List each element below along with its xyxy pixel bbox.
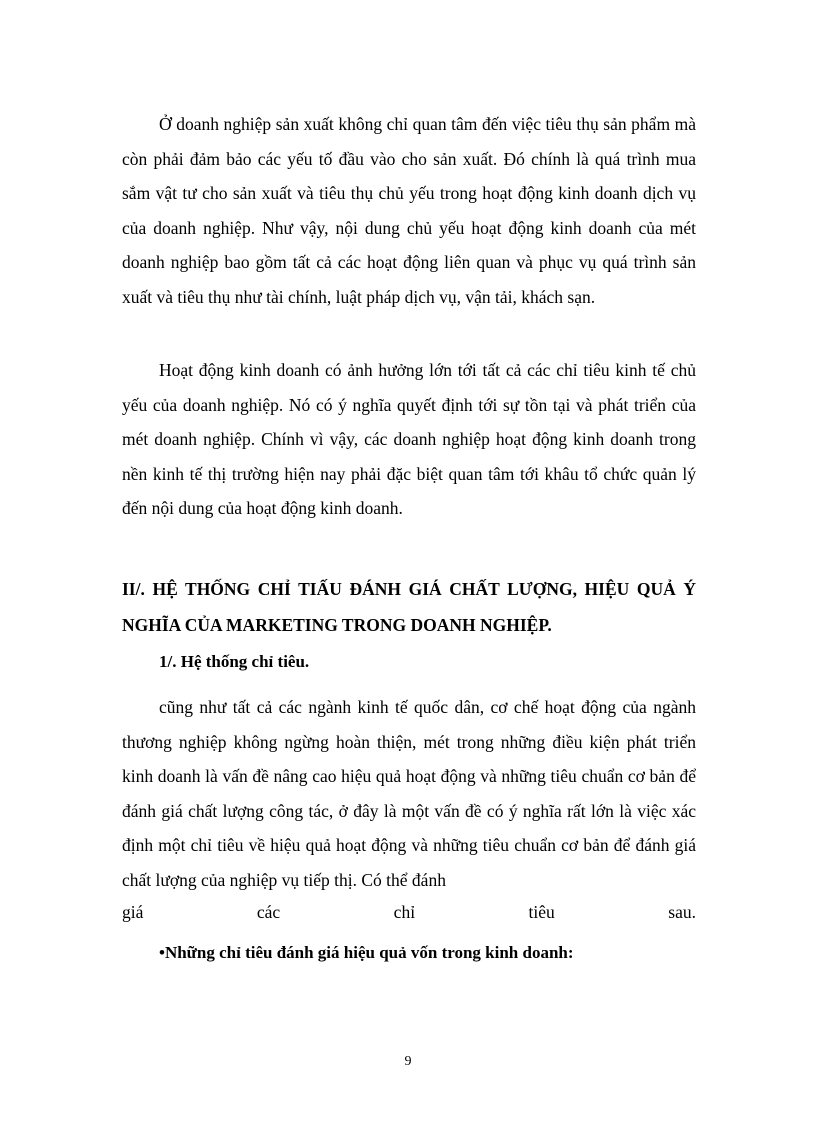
last-line-word: chỉ bbox=[393, 902, 416, 922]
last-line-word: các bbox=[256, 902, 281, 922]
bullet-capital-efficiency: •Những chỉ tiêu đánh giá hiệu quả vốn trong kinh doanh: bbox=[159, 943, 574, 962]
paragraph-last-line bbox=[122, 897, 696, 927]
page-number: 9 bbox=[404, 1054, 412, 1069]
paragraph-indicators: cũng như tất cả các ngành kinh tế quốc dân, cơ chế hoạt động của ngành thương nghiệp không ngừng hoàn thiện, mét trong những điều kiện phát triển kinh doanh là vấn đề nâng cao hiệu quả hoạt động và những tiêu chuẩn cơ bản để đánh giá chất lượng công tác, ở đây là một vấn đề có ý nghĩa rất lớn là việc xác định một chỉ tiêu về hiệu quả hoạt động và những tiêu chuẩn cơ bản để đánh giá chất lượng của nghiệp vụ tiếp thị. Có thể đánh bbox=[122, 697, 696, 890]
subheading-indicator-system: 1/. Hệ thống chỉ tiêu. bbox=[159, 652, 310, 671]
last-line-word: tiêu bbox=[528, 902, 555, 922]
paragraph-business-impact: Hoạt động kinh doanh có ảnh hưởng lớn tới tất cả các chỉ tiêu kinh tế chủ yếu của doanh nghiệp. Nó có ý nghĩa quyết định tới sự tồn tại và phát triển của mét doanh nghiệp. Chính vì vậy, các doanh nghiệp hoạt động kinh doanh trong nền kinh tế thị trường hiện nay phải đặc biệt quan tâm tới khâu tổ chức quản lý đến nội dung của hoạt động kinh doanh. bbox=[122, 360, 696, 518]
paragraph-production-inputs: Ở doanh nghiệp sản xuất không chỉ quan tâm đến việc tiêu thụ sản phẩm mà còn phải đảm bảo các yếu tố đầu vào cho sản xuất. Đó chính là quá trình mua sắm vật tư cho sản xuất và tiêu thụ chủ yếu trong hoạt động kinh doanh dịch vụ của doanh nghiệp. Như vậy, nội dung chủ yếu hoạt động kinh doanh của mét doanh nghiệp bao gồm tất cả các hoạt động liên quan và phục vụ quá trình sản xuất và tiêu thụ như tài chính, luật pháp dịch vụ, vận tải, khách sạn. bbox=[122, 114, 696, 307]
section-heading: II/. HỆ THỐNG CHỈ TIẤU ĐÁNH GIÁ CHẤT LƯỢNG, HIỆU QUẢ Ý NGHĨA CỦA MARKETING TRONG DOANH NGHIỆP. bbox=[122, 579, 696, 635]
last-line-word: giá bbox=[122, 902, 144, 922]
last-line-word: sau. bbox=[668, 902, 696, 922]
